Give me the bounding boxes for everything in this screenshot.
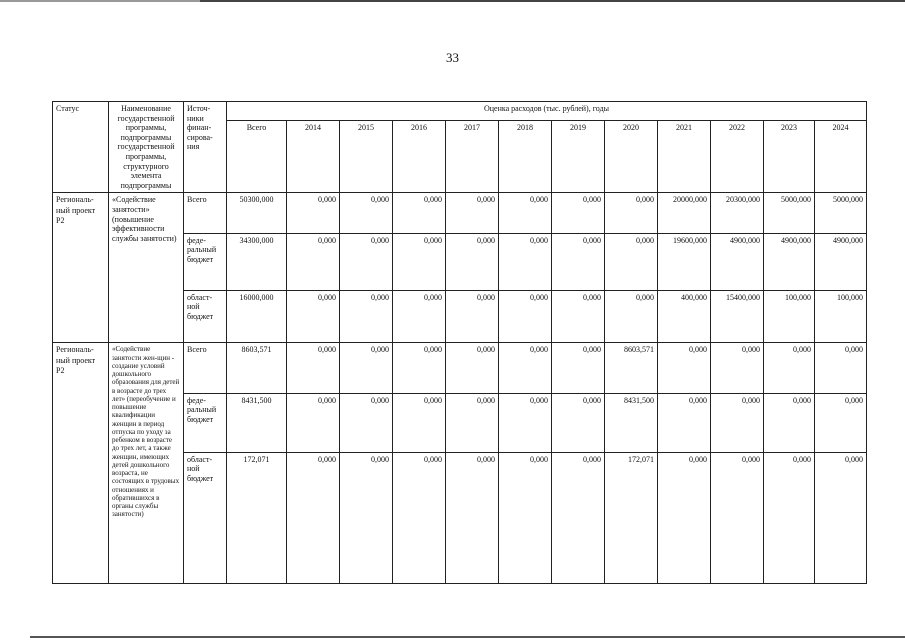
header-year: 2016: [393, 120, 446, 193]
total-value-cell: 16000,000: [227, 290, 287, 343]
budget-table: [52, 101, 867, 584]
year-value-cell: 0,000: [552, 193, 605, 234]
header-year: 2021: [658, 120, 711, 193]
total-value-cell: 8431,500: [227, 393, 287, 452]
year-value-cell: 0,000: [658, 393, 711, 452]
year-value-cell: 0,000: [393, 290, 446, 343]
program-name-cell: «Содействие занятости жен-щин - создание условий дошкольного образования для детей в возрасте до трех лет» (переобучение и повышение квалификации женщин в период отпуска по уходу за ребенком в возрасте до трех лет, а также женщин, имеющих детей дошкольного возраста, не состоящих в трудовых отношениях и обратившихся в органы службы занятости): [109, 343, 184, 584]
status-cell: Региональ-ный проект Р2: [53, 343, 109, 584]
year-value-cell: 8603,571: [605, 343, 658, 394]
year-value-cell: 4900,000: [764, 233, 815, 290]
year-value-cell: 0,000: [552, 290, 605, 343]
source-cell: феде-ральный бюджет: [184, 233, 227, 290]
year-value-cell: 0,000: [815, 452, 867, 584]
header-status: Статус: [53, 102, 109, 193]
year-value-cell: 100,000: [815, 290, 867, 343]
year-value-cell: 0,000: [499, 393, 552, 452]
year-value-cell: 0,000: [815, 393, 867, 452]
header-row: [53, 102, 867, 121]
year-value-cell: 0,000: [658, 343, 711, 394]
scan-edge-bottom: [30, 636, 905, 638]
source-cell: Всего: [184, 343, 227, 394]
table-row: [53, 193, 867, 234]
year-value-cell: 20300,000: [711, 193, 764, 234]
year-value-cell: 0,000: [446, 233, 499, 290]
year-value-cell: 0,000: [340, 290, 393, 343]
year-value-cell: 0,000: [499, 343, 552, 394]
total-value-cell: 8603,571: [227, 343, 287, 394]
year-value-cell: 0,000: [552, 343, 605, 394]
year-value-cell: 0,000: [287, 343, 340, 394]
header-year: 2018: [499, 120, 552, 193]
year-value-cell: 0,000: [711, 343, 764, 394]
year-value-cell: 0,000: [552, 393, 605, 452]
header-estimate: Оценка расходов (тыс. рублей), годы: [227, 102, 867, 121]
source-cell: област-ной бюджет: [184, 452, 227, 584]
year-value-cell: 0,000: [499, 193, 552, 234]
header-year: 2019: [552, 120, 605, 193]
year-value-cell: 0,000: [340, 452, 393, 584]
year-value-cell: 0,000: [764, 343, 815, 394]
year-value-cell: 0,000: [499, 290, 552, 343]
year-value-cell: 0,000: [552, 233, 605, 290]
page-number: 33: [446, 50, 459, 65]
year-value-cell: 0,000: [499, 233, 552, 290]
year-value-cell: 15400,000: [711, 290, 764, 343]
year-value-cell: 0,000: [393, 193, 446, 234]
header-name: Наименование государственной программы, подпрограммы государственной программы, структурного элемента подпрограммы: [109, 102, 184, 193]
header-year: 2024: [815, 120, 867, 193]
year-value-cell: 19600,000: [658, 233, 711, 290]
year-value-cell: 0,000: [605, 233, 658, 290]
status-cell: Региональ-ный проект Р2: [53, 193, 109, 343]
source-cell: Всего: [184, 193, 227, 234]
total-value-cell: 34300,000: [227, 233, 287, 290]
table-body: [53, 193, 867, 584]
year-value-cell: 0,000: [340, 193, 393, 234]
header-year: 2022: [711, 120, 764, 193]
year-value-cell: 172,071: [605, 452, 658, 584]
program-name-cell: «Содействие занятости» (повышение эффективности службы занятости): [109, 193, 184, 343]
year-value-cell: 100,000: [764, 290, 815, 343]
header-year: 2014: [287, 120, 340, 193]
header-year: Всего: [227, 120, 287, 193]
year-value-cell: 0,000: [287, 393, 340, 452]
year-value-cell: 400,000: [658, 290, 711, 343]
header-year: 2020: [605, 120, 658, 193]
total-value-cell: 50300,000: [227, 193, 287, 234]
header-year: 2023: [764, 120, 815, 193]
year-value-cell: 0,000: [393, 233, 446, 290]
header-source: Источ-ники финан-сирова-ния: [184, 102, 227, 193]
header-year: 2017: [446, 120, 499, 193]
year-value-cell: 5000,000: [764, 193, 815, 234]
year-value-cell: 4900,000: [815, 233, 867, 290]
year-value-cell: 0,000: [393, 343, 446, 394]
year-value-cell: 0,000: [711, 393, 764, 452]
year-value-cell: 0,000: [287, 233, 340, 290]
year-value-cell: 4900,000: [711, 233, 764, 290]
header-year: 2015: [340, 120, 393, 193]
year-value-cell: 0,000: [393, 452, 446, 584]
year-value-cell: 0,000: [446, 343, 499, 394]
year-value-cell: 0,000: [340, 233, 393, 290]
year-value-cell: 0,000: [605, 193, 658, 234]
year-value-cell: 0,000: [446, 393, 499, 452]
year-value-cell: 5000,000: [815, 193, 867, 234]
year-value-cell: 0,000: [446, 452, 499, 584]
year-value-cell: 0,000: [658, 452, 711, 584]
year-value-cell: 0,000: [764, 393, 815, 452]
year-value-cell: 0,000: [499, 452, 552, 584]
year-value-cell: 0,000: [605, 290, 658, 343]
year-value-cell: 0,000: [552, 452, 605, 584]
year-value-cell: 0,000: [340, 343, 393, 394]
year-value-cell: 0,000: [446, 290, 499, 343]
year-value-cell: 0,000: [393, 393, 446, 452]
year-value-cell: 0,000: [340, 393, 393, 452]
year-value-cell: 0,000: [711, 452, 764, 584]
year-value-cell: 0,000: [287, 452, 340, 584]
year-value-cell: 0,000: [446, 193, 499, 234]
source-cell: област-ной бюджет: [184, 290, 227, 343]
source-cell: феде-ральный бюджет: [184, 393, 227, 452]
total-value-cell: 172,071: [227, 452, 287, 584]
scan-edge-top: [0, 0, 905, 2]
table-row: [53, 343, 867, 394]
year-value-cell: 0,000: [287, 193, 340, 234]
year-value-cell: 0,000: [287, 290, 340, 343]
year-value-cell: 0,000: [815, 343, 867, 394]
year-value-cell: 8431,500: [605, 393, 658, 452]
year-value-cell: 20000,000: [658, 193, 711, 234]
year-value-cell: 0,000: [764, 452, 815, 584]
